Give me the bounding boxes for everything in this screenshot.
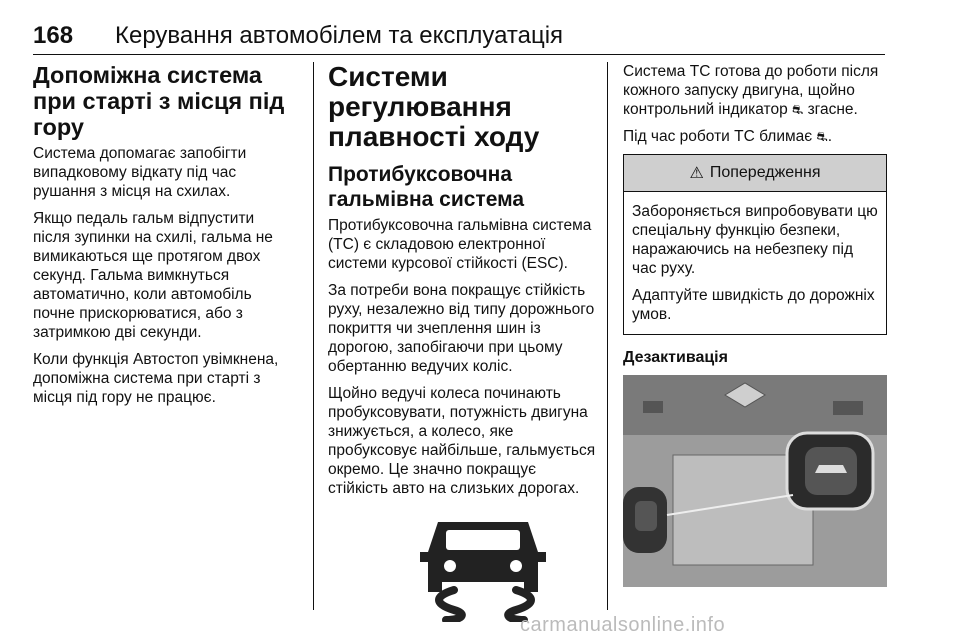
paragraph: Система допомагає запобігти випадковому відкату під час рушання з місця на схилах.: [33, 145, 247, 200]
text-run: Система TC готова до роботи після кожного запуску двигуна, щойно контрольний індикатор: [623, 63, 879, 118]
paragraph: [623, 127, 887, 146]
column-divider: [607, 62, 608, 610]
column-driving-control: [328, 62, 596, 622]
traction-control-icon: [388, 512, 578, 622]
subsection-title: Протибуксовочна гальмівна система: [328, 163, 525, 211]
warning-header: [624, 155, 886, 192]
column-divider: [313, 62, 314, 610]
paragraph: Забороняється випробовувати цю спеціальну функцію безпеки, наражаючись на небезпеку під час руху.: [632, 203, 878, 277]
paragraph: Адаптуйте швидкість до дорожніх умов.: [632, 287, 875, 323]
chapter-title: Системи регулювання плавності ходу: [328, 61, 540, 152]
paragraph: Якщо педаль гальм відпустити після зупинки на схилі, гальма не вимикаються ще протягом двох секунд. Гальма вимкнуться автоматично, коли автомобіль почне прискорюватися, або з затримкою дві секунди.: [33, 210, 273, 341]
column-tc-operation: [623, 62, 887, 587]
warning-body: [624, 192, 886, 334]
column-hill-start-assist: [33, 62, 293, 415]
running-title: Керування автомобілем та експлуатація: [115, 22, 564, 49]
paragraph: Щойно ведучі колеса починають пробуксовувати, потужність двигуна знижується, а колесо, яке пробуксовує найбільше, гальмується окремо. Це значно покращує стійкість авто на слизьких дорогах.: [328, 385, 596, 497]
traction-control-icon: ⛐: [816, 129, 828, 144]
text-run: згасне.: [807, 101, 858, 118]
dashboard-photo: [623, 375, 887, 587]
page-number: 168: [33, 22, 74, 49]
section-title: Допоміжна система при старті з місця під гору: [33, 62, 285, 140]
paragraph: За потреби вона покращує стійкість руху, незалежно від типу дорожнього покриття чи зчеплення шин із дорогою, запобігаючи при цьому обертанню ведучих коліс.: [328, 282, 595, 375]
watermark: carmanualsonline.info: [520, 614, 726, 636]
paragraph: Коли функція Автостоп увімкнена, допоміжна система при старті з місця під гору не працює.: [33, 351, 279, 406]
traction-control-icon: ⛐: [792, 102, 804, 117]
paragraph: [623, 62, 887, 119]
page-header: [33, 20, 885, 55]
paragraph: Протибуксовочна гальмівна система (TC) є складовою електронної системи курсової стійкості (ESC).: [328, 217, 592, 272]
warning-title: Попередження: [709, 164, 821, 181]
text-run: .: [827, 128, 833, 145]
warning-icon: ⚠: [689, 165, 704, 182]
section-title: Дезактивація: [623, 349, 728, 366]
warning-box: [623, 154, 887, 335]
text-run: Під час роботи TC блимає: [623, 128, 813, 145]
